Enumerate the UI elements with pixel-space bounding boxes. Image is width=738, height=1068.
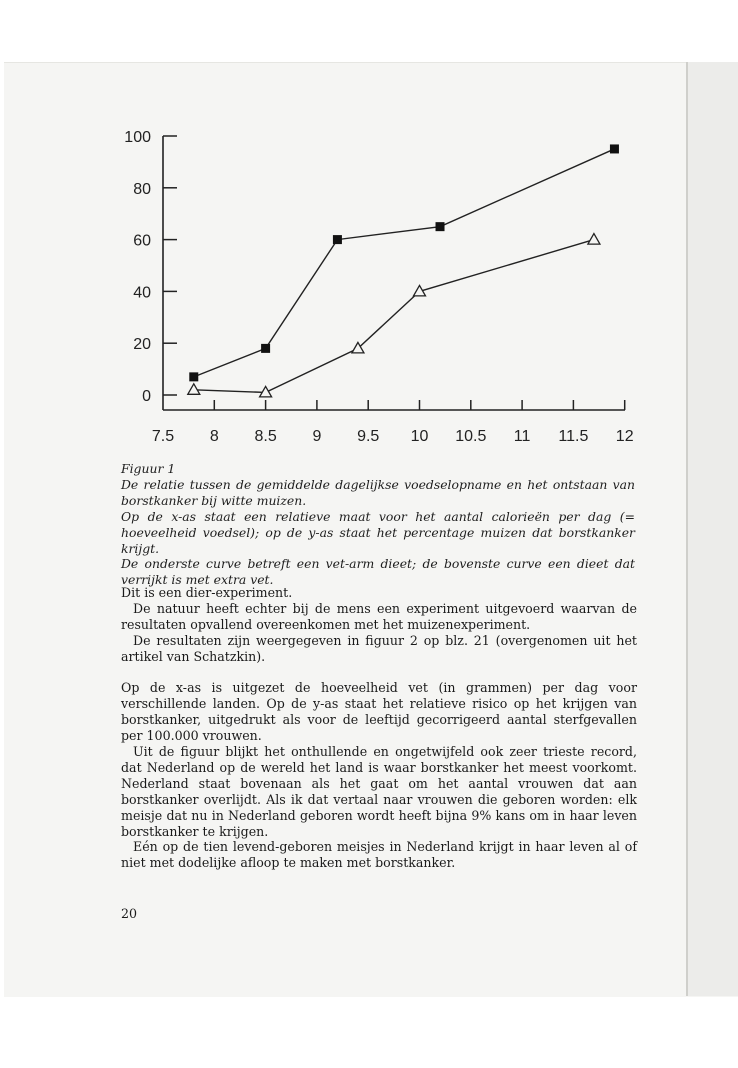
- caption-line-3: De onderste curve betreft een vet-arm dieet; de bovenste curve een dieet dat verrijkt is met extra vet.: [121, 556, 635, 588]
- figure-caption: [121, 461, 635, 588]
- caption-line-2: Op de x-as staat een relatieve maat voor het aantal calorieën per dag (= hoeveelheid voedsel); op de y-as staat het percentage muizen dat borstkanker krijgt.: [121, 508, 635, 556]
- x-tick-label: 9.5: [357, 428, 380, 445]
- y-ticks: [124, 129, 177, 405]
- paragraph-3: De resultaten zijn weergegeven in figuur 2 op blz. 21 (overgenomen uit het artikel van Schatzkin).: [121, 632, 637, 664]
- series-line-low-fat: [194, 240, 594, 393]
- y-tick-label: 80: [133, 180, 151, 198]
- caption-line-1: De relatie tussen de gemiddelde dagelijkse voedselopname en het ontstaan van borstkanker bij witte muizen.: [121, 476, 635, 508]
- x-tick-label: 11.5: [558, 428, 589, 445]
- y-tick-label: 0: [142, 388, 151, 405]
- x-tick-label: 7.5: [151, 428, 175, 445]
- data-point-square: [261, 344, 270, 353]
- caption-label: Figuur 1: [121, 461, 176, 476]
- x-tick-label: 10.5: [455, 428, 487, 445]
- paragraph-4: Op de x-as is uitgezet de hoeveelheid vet (in grammen) per dag voor verschillende landen. Op de y-as staat het relatieve risico op het krijgen van borstkanker, uitgedrukt als voor de leeftijd gecorrigeerd aantal sterfgevallen per 100.000 vrouwen.: [121, 680, 637, 744]
- paragraph-2: De natuur heeft echter bij de mens een experiment uitgevoerd waarvan de resultaten opvallend overeenkomen met het muizenexperiment.: [121, 600, 637, 632]
- y-tick-label: 100: [124, 129, 151, 146]
- body-text: [121, 585, 637, 871]
- chart-axes: [163, 136, 625, 410]
- y-tick-label: 40: [133, 284, 151, 302]
- x-tick-label: 10: [410, 428, 429, 445]
- y-tick-label: 20: [133, 336, 151, 354]
- x-tick-label: 11: [513, 428, 531, 445]
- x-tick-label: 8: [209, 428, 219, 445]
- data-point-square: [189, 372, 198, 381]
- x-tick-label: 8.5: [254, 428, 277, 445]
- data-point-square: [333, 235, 342, 244]
- data-point-triangle: [188, 384, 200, 395]
- data-point-square: [436, 222, 445, 231]
- data-point-triangle: [588, 234, 600, 245]
- x-ticks: [152, 400, 634, 445]
- figure-1-chart: [0, 0, 738, 460]
- data-point-square: [610, 144, 619, 153]
- paragraph-6: Eén op de tien levend-geboren meisjes in Nederland krijgt in haar leven al of niet met dodelijke afloop te maken met borstkanker.: [121, 839, 637, 871]
- paragraph-5: Uit de figuur blijkt het onthullende en ongetwijfeld ook zeer trieste record, dat Nederland op de wereld het land is waar borstkanker het meest voorkomt. Nederland staat bovenaan als het gaat om het aantal vrouwen dat aan borstkanker overlijdt. Als ik dat vertaal naar vrouwen die geboren worden: elk meisje dat nu in Nederland geboren wordt heeft bijna 9% kans om in haar leven borstkanker te krijgen.: [121, 744, 637, 839]
- series-layer: [188, 144, 619, 396]
- series-line-high-fat: [194, 149, 615, 377]
- x-tick-label: 9: [312, 428, 322, 445]
- page-number: 20: [121, 906, 138, 921]
- y-tick-label: 60: [133, 232, 151, 250]
- paragraph-1: Dit is een dier-experiment.: [121, 585, 293, 600]
- x-tick-label: 12: [615, 428, 634, 445]
